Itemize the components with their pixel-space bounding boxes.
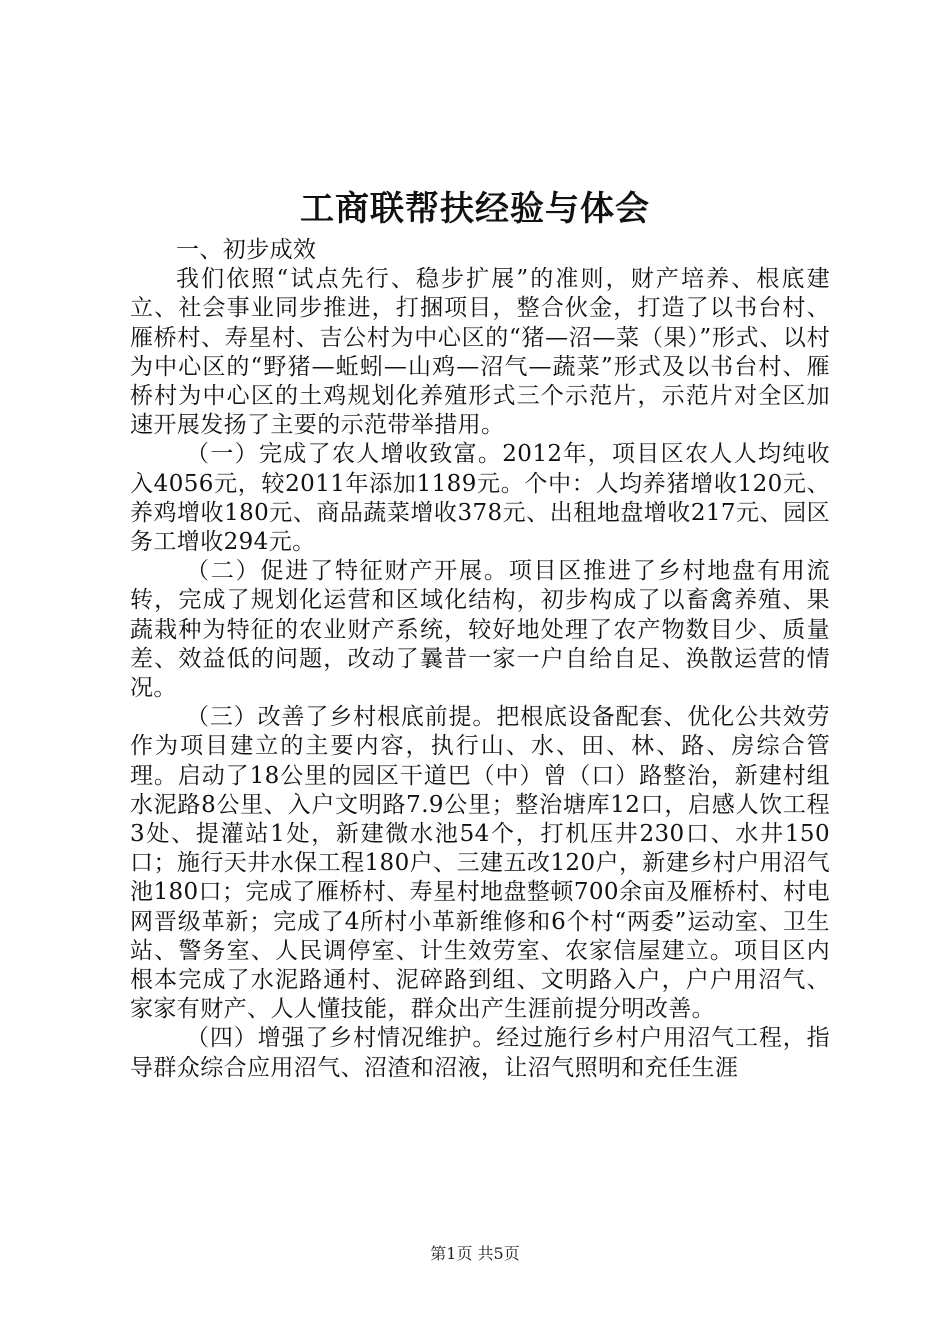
paragraph-income: （一）完成了农人增收致富。2012年，项目区农人人均纯收入4056元，较2011年添加1189元。个中：人均养猪增收120元、养鸡增收180元、商品蔬菜增收378元、出租地盘增收217元、园区务工增收294元。 [130, 441, 830, 556]
document-title: 工商联帮扶经验与体会 [300, 189, 650, 229]
paragraph-infrastructure: （三）改善了乡村根底前提。把根底设备配套、优化公共效劳作为项目建立的主要内容，执行山、水、田、林、路、房综合管理。启动了18公里的园区干道巴（中）曾（口）路整治，新建村组水泥路8公里、入户文明路7.9公里；整治塘库12口，启感人饮工程3处、提灌站1处，新建微水池54个，打机压井230口、水井150口；施行天井水保工程180户、三建五改120户，新建乡村户用沼气池180口；完成了雁桥村、寿星村地盘整顿700余亩及雁桥村、村电网晋级革新；完成了4所村小革新维修和6个村“两委”运动室、卫生站、警务室、人民调停室、计生效劳室、农家信屋建立。项目区内根本完成了水泥路通村、泥碎路到组、文明路入户，户户用沼气、家家有财产、人人懂技能，群众出产生涯前提分明改善。 [130, 704, 830, 1023]
section-heading: 一、初步成效 [176, 237, 317, 263]
paragraph-environment: （四）增强了乡村情况维护。经过施行乡村户用沼气工程，指导群众综合应用沼气、沼渣和沼液，让沼气照明和充任生涯 [130, 1025, 830, 1081]
paragraph-industry: （二）促进了特征财产开展。项目区推进了乡村地盘有用流转，完成了规划化运营和区域化结构，初步构成了以畜禽养殖、果蔬栽种为特征的农业财产系统，较好地处理了农产物数目少、质量差、效益低的问题，改动了曩昔一家一户自给自足、涣散运营的情况。 [130, 558, 830, 702]
page-footer: 第1页 共5页 [430, 1244, 520, 1263]
paragraph-intro: 我们依照“试点先行、稳步扩展”的准则，财产培养、根底建立、社会事业同步推进，打捆项目，整合伙金，打造了以书台村、雁桥村、寿星村、吉公村为中心区的“猪—沼—菜（果）”形式、以村为中心区的“野猪—蚯蚓—山鸡—沼气—蔬菜”形式及以书台村、雁桥村为中心区的土鸡规划化养殖形式三个示范片，示范片对全区加速开展发扬了主要的示范带举措用。 [130, 266, 830, 439]
document-body [130, 236, 830, 1083]
